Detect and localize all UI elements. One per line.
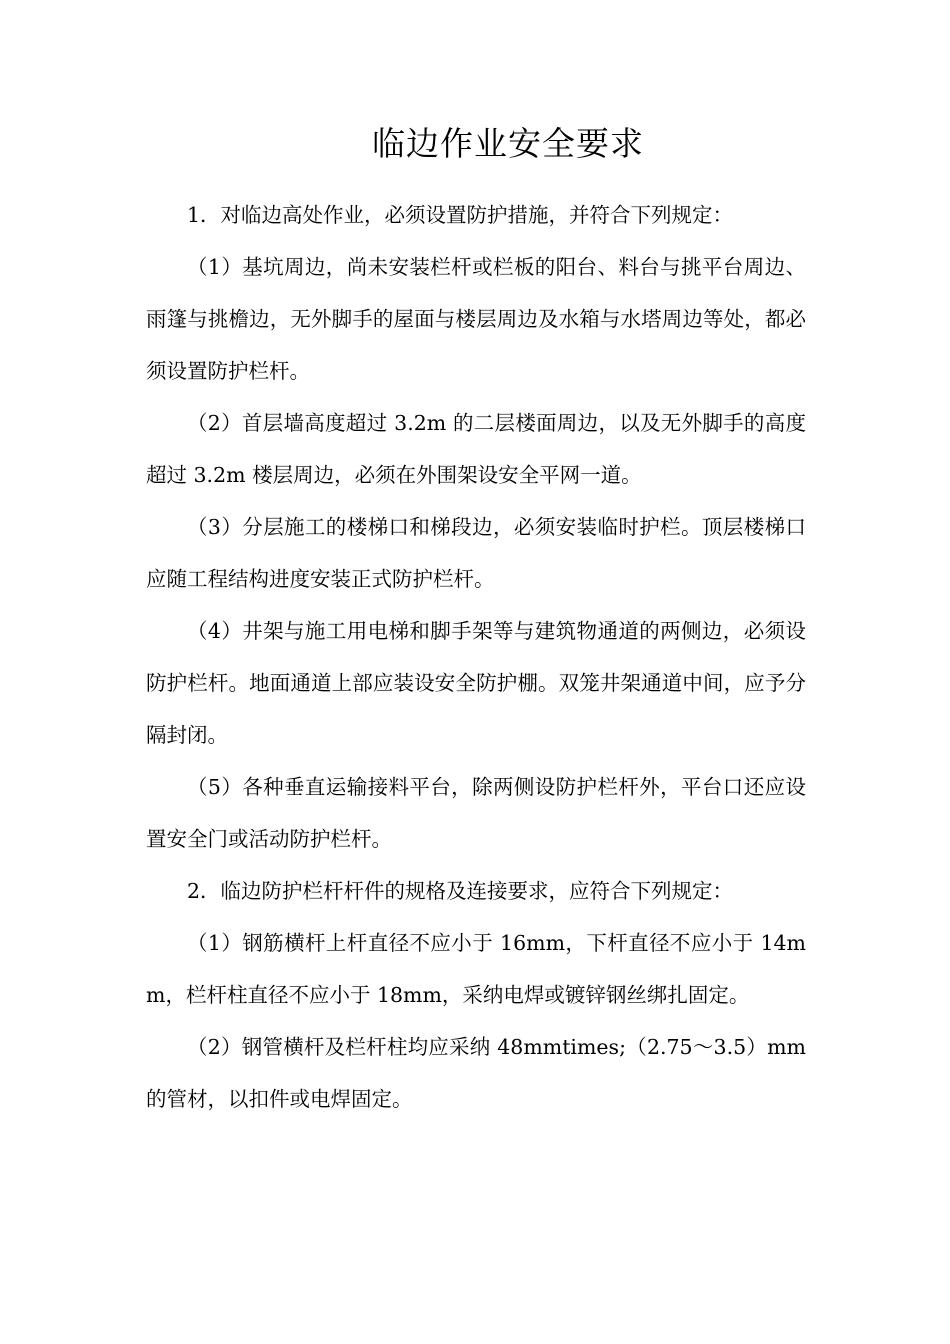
paragraph-section-2-item-2: （2）钢管横杆及栏杆柱均应采纳 48mmtimes;（2.75～3.5）mm 的管材，以扣件或电焊固定。 <box>146 1035 806 1111</box>
paragraph-section-1-item-5: （5）各种垂直运输接料平台，除两侧设防护栏杆外，平台口还应设置安全门或活动防护栏杆。 <box>146 775 806 851</box>
document-body <box>146 189 806 1125</box>
document-title: 临边作业安全要求 <box>372 124 644 163</box>
paragraph-section-2-item-1: （1）钢筋横杆上杆直径不应小于 16mm，下杆直径不应小于 14mm，栏杆柱直径不应小于 18mm，采纳电焊或镀锌钢丝绑扎固定。 <box>146 931 806 1007</box>
paragraph-section-1-item-1: （1）基坑周边，尚未安装栏杆或栏板的阳台、料台与挑平台周边、雨篷与挑檐边，无外脚手的屋面与楼层周边及水箱与水塔周边等处，都必须设置防护栏杆。 <box>146 255 806 383</box>
paragraph-section-1-heading: 1．对临边高处作业，必须设置防护措施，并符合下列规定： <box>187 203 734 227</box>
paragraph-section-1-item-2: （2）首层墙高度超过 3.2m 的二层楼面周边，以及无外脚手的高度超过 3.2m 楼层周边，必须在外围架设安全平网一道。 <box>146 411 806 487</box>
paragraph-section-1-item-3: （3）分层施工的楼梯口和梯段边，必须安装临时护栏。顶层楼梯口应随工程结构进度安装正式防护栏杆。 <box>146 515 806 591</box>
paragraph-section-1-item-4: （4）井架与施工用电梯和脚手架等与建筑物通道的两侧边，必须设防护栏杆。地面通道上部应装设安全防护棚。双笼井架通道中间，应予分隔封闭。 <box>146 619 806 747</box>
paragraph-section-2-heading: 2．临边防护栏杆杆件的规格及连接要求，应符合下列规定： <box>187 879 734 903</box>
